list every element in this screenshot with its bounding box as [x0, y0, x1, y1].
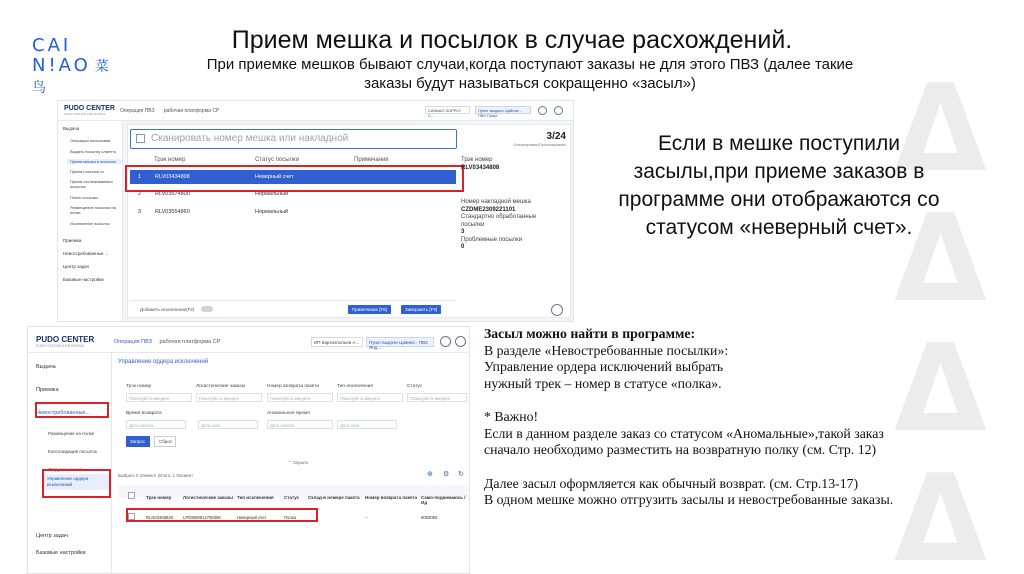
filter-label: Логистические заказы — [196, 384, 246, 389]
filter-label: Трэк номер — [126, 384, 152, 389]
sidebar-sub-item[interactable]: Размещение посылки на полке — [70, 205, 116, 215]
column-header-note: Примечание — [354, 157, 389, 163]
instruction-line: сначало необходимо разместить на возвратную полку (см. Стр. 12) — [484, 442, 877, 457]
company-select[interactable]: ИП Карталпольев А... — [311, 337, 363, 347]
sidebar — [28, 353, 112, 574]
sidebar-item-settings[interactable]: Базовые настройки — [63, 277, 104, 282]
highlight-box — [126, 508, 318, 522]
parcel-detail-panel: Трэк номер RLV03434808 Номер накладной мешка CZDME2309221101 Стандартно обработанные посылки 3 Проблемные посылки 0 — [461, 157, 537, 250]
background-watermark: ᐃ ᐃ ᐃ ᐃ — [894, 60, 981, 574]
warning-heading: * Важно! — [484, 409, 539, 424]
anomaly-date-end[interactable]: Дата окон — [337, 420, 397, 429]
app-brand: PUDO CENTER PUDO STATION FOR RUSSIA — [64, 105, 115, 116]
exception-type-select[interactable]: Пожалуйста введите — [337, 393, 403, 402]
collapse-filters-link[interactable]: ⌃ Скрыть — [288, 460, 309, 465]
cell-status: Полка — [284, 515, 296, 520]
sidebar-item-task-center[interactable]: Центр задач — [63, 264, 90, 269]
reset-button[interactable]: Сброс — [154, 436, 176, 447]
explanation-text-1: Если в мешке поступили засылы,при приеме заказов в программе они отображаются со статусом «неверный счет». — [618, 132, 940, 239]
instruction-line: В разделе «Невостребованные посылки»: — [484, 342, 729, 358]
refresh-icon[interactable]: ↻ — [458, 471, 464, 478]
sidebar-sub-item[interactable]: Размещение на полке — [48, 431, 95, 436]
sidebar — [58, 121, 123, 322]
sidebar-sub-item[interactable]: Исключение посылок — [70, 221, 110, 226]
sidebar-sub-item[interactable]: Выдать посылку клиенту — [70, 149, 117, 154]
pickup-point-select[interactable]: Пункт выдачи Цайняо - ПВЗ Пункт — [475, 106, 531, 114]
sidebar-sub-item-exception-orders[interactable]: Управление ордера исключений — [44, 474, 110, 490]
column-header: Склад-в номере пакета — [308, 495, 360, 500]
instruction-line: Управление ордера исключений выбрать — [484, 359, 724, 374]
explanation-text-2 — [484, 326, 1004, 509]
sidebar-item-receiving[interactable]: Приемка — [36, 387, 59, 393]
user-avatar-icon[interactable] — [554, 106, 563, 115]
column-header-track: Трэк номер — [154, 157, 186, 163]
scan-counter-label: Отсканировано/Прогнозировано — [513, 143, 566, 147]
filter-label: Статус — [407, 384, 423, 389]
track-number-input[interactable]: Пожалуйста введите — [126, 393, 192, 402]
tab-work-platform[interactable]: рабочая платформа СР — [163, 108, 220, 114]
anomaly-date-start[interactable]: Дата начала — [267, 420, 333, 429]
sidebar-item-settings[interactable]: Базовые настройки — [36, 550, 86, 556]
user-avatar-icon[interactable] — [455, 336, 466, 347]
column-header: Статус — [284, 495, 300, 500]
highlight-box — [125, 165, 464, 192]
tab-pvz-operation[interactable]: Операция ПВЗ — [114, 339, 152, 345]
table-row[interactable]: 2 RLV03574800 Нормальный — [138, 191, 289, 197]
filter-label: Тип исключения — [337, 384, 373, 389]
cell-dash: -- — [365, 515, 368, 520]
table-row[interactable]: 3 RLV03554860 Нормальный — [138, 209, 289, 215]
sidebar-item-task-center[interactable]: Центр задач — [36, 533, 68, 539]
sidebar-sub-item[interactable]: Прием посылки от — [70, 169, 105, 174]
sidebar-item-issue[interactable]: Выдача — [36, 364, 56, 370]
logistic-order-input[interactable]: Пожалуйста введите — [196, 393, 262, 402]
search-button[interactable]: Запрос — [126, 436, 150, 447]
sidebar-item-unclaimed[interactable]: Невостребованные... — [36, 410, 91, 416]
sidebar-sub-item[interactable]: Поиск посылки — [70, 195, 98, 200]
finish-button[interactable]: Завершить [F9] — [401, 305, 441, 314]
cainiao-logo: CAI N!AO 菜鸟 — [32, 35, 109, 96]
filter-label: Номер возврата пакета — [267, 384, 320, 389]
select-all-checkbox[interactable] — [128, 492, 135, 499]
note-button[interactable]: Примечание [F8] — [348, 305, 391, 314]
return-package-input[interactable]: Пожалуйста введите — [267, 393, 333, 402]
instruction-line: нужный трек – номер в статусе «полка». — [484, 375, 722, 391]
filter-label: Аномальное время — [267, 411, 310, 416]
column-header: Само-поднимаюсь /Ид — [421, 495, 466, 505]
cell-id: 6063055 — [421, 515, 438, 520]
pickup-point-select[interactable]: Пункт выдачи Цайняо - ПВЗ Янд... — [366, 337, 434, 347]
scan-icon — [136, 134, 145, 143]
cell-exception-type: Неверный счет — [237, 515, 267, 520]
instruction-line: Если в данном разделе заказ со статусом «Аномальные»,такой заказ — [484, 425, 884, 441]
help-icon[interactable] — [440, 336, 451, 347]
add-exception-toggle[interactable] — [201, 306, 213, 312]
app-brand: PUDO CENTER PUDO STATION FOR RUSSIA — [36, 335, 95, 348]
page-title: Прием мешка и посылок в случае расхождений. — [231, 26, 793, 54]
sidebar-item-issue[interactable]: Выдача — [63, 126, 80, 131]
tab-work-platform[interactable]: рабочая платформа СР — [159, 339, 221, 345]
column-header: Логистические заказы — [183, 495, 233, 500]
sidebar-item-receiving[interactable]: Приемка — [63, 238, 82, 243]
sidebar-item-unclaimed[interactable]: Невостребованные ... — [63, 251, 109, 256]
highlight-box — [42, 469, 111, 498]
sidebar-sub-item[interactable]: Прием отслеживаемых посылок — [70, 179, 113, 189]
column-header: Номер возврата пакета — [365, 495, 418, 500]
selection-info: Выбрать 0 Элемент (Итого: 1 Элемент — [118, 473, 194, 478]
filter-label: Время возврата — [126, 411, 162, 416]
column-header: Трэк номер — [146, 495, 172, 500]
add-exception-label: Добавить исключение(F2) — [140, 307, 195, 312]
settings-icon[interactable]: ⚙ — [443, 471, 450, 478]
page-subtitle-line1: При приемке мешков бывают случаи,когда поступают заказы не для этого ПВЗ (далее такие — [206, 56, 854, 73]
app-topbar — [28, 327, 470, 353]
instruction-line: Далее засыл оформляется как обычный возврат. (см. Стр.13-17) — [484, 475, 859, 491]
bag-receiving-screenshot — [57, 100, 574, 322]
filter-icon[interactable]: ⊕ — [427, 471, 433, 478]
instruction-heading: Засыл можно найти в программе: — [484, 326, 696, 341]
return-date-start[interactable]: Дата начала — [126, 420, 186, 429]
help-icon[interactable] — [538, 106, 547, 115]
tab-pvz-operation[interactable]: Операция ПВЗ — [120, 108, 155, 114]
section-title: Управление ордера исключений — [118, 359, 209, 365]
instruction-line: В одном мешке можно отгрузить засылы и невостребованные заказы. — [484, 492, 894, 507]
sidebar-sub-item[interactable]: Операция посылками — [70, 138, 111, 143]
page-subtitle-line2: заказы будут называться сокращенно «засыл») — [364, 75, 696, 92]
sidebar-sub-item[interactable]: Консолидация посылок — [48, 449, 97, 454]
sidebar-sub-item-bag-receiving[interactable]: Прием мешка и посылок — [67, 159, 122, 164]
status-select[interactable]: Пожалуйста введите — [407, 393, 467, 402]
company-select[interactable]: CAINIAO SUPPLY C... — [425, 106, 470, 114]
cell-track: RLN03466828 — [146, 515, 174, 520]
cell-logistic-order: LP00589914768386 — [183, 515, 221, 520]
table-row[interactable]: 1 RLV03434808 Неверный счет — [130, 170, 456, 184]
support-icon[interactable] — [551, 304, 563, 316]
scan-input[interactable]: Сканировать номер мешка или накладной — [130, 129, 457, 149]
column-header: Тип исключения — [237, 495, 274, 500]
highlight-box — [35, 402, 109, 418]
footer-divider — [130, 300, 456, 301]
sidebar-sub-item[interactable]: Отгрузка мешка — [48, 467, 82, 472]
app-topbar — [58, 101, 574, 121]
return-date-end[interactable]: Дата окон — [198, 420, 258, 429]
exception-orders-screenshot — [27, 326, 470, 574]
scan-counter: 3/24 — [546, 131, 566, 142]
column-header-status: Статус посылки — [255, 157, 300, 163]
